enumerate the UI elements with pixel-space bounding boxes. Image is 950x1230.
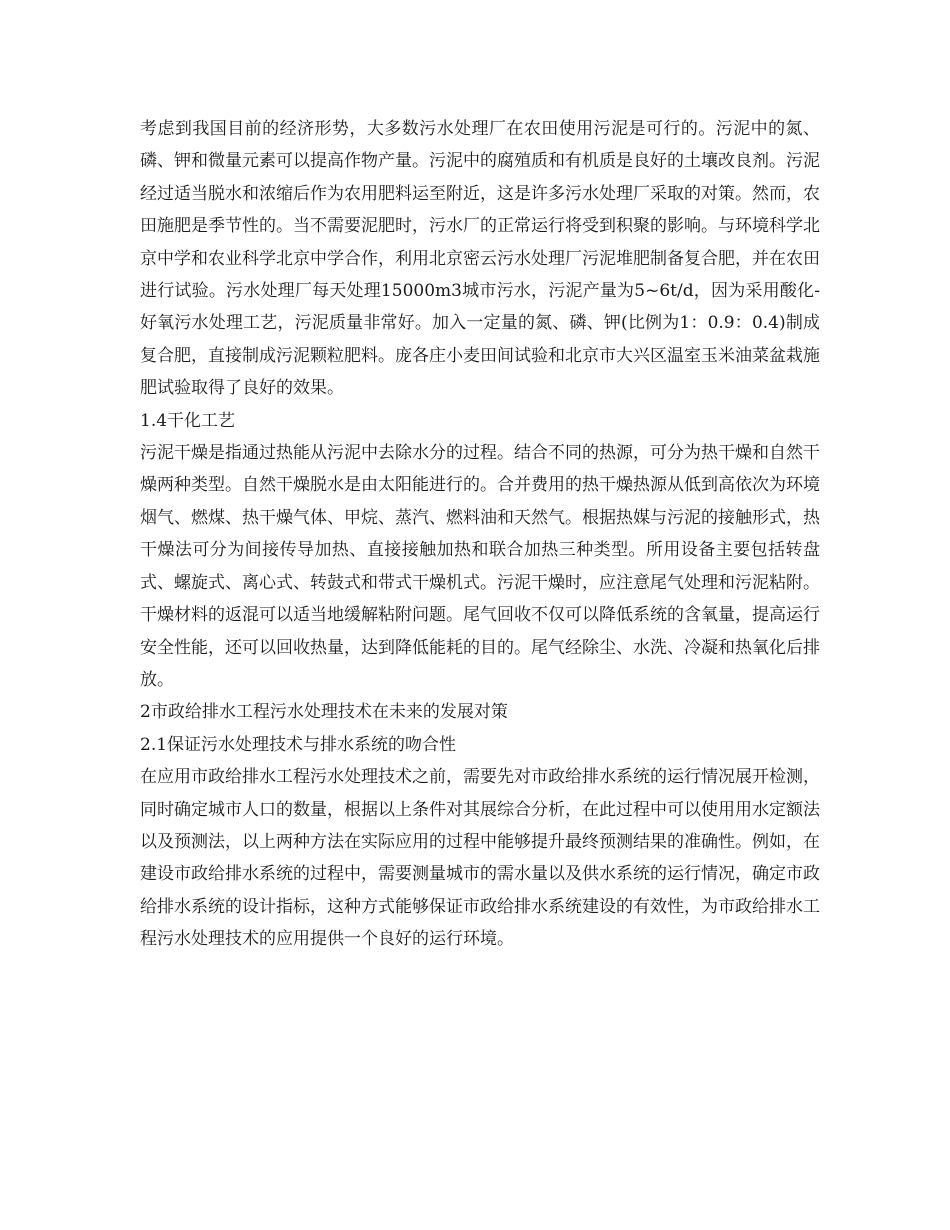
document-body [140,113,820,956]
section-heading-1-4: 1.4干化工艺 [140,410,236,431]
section-heading-2: 2市政给排水工程污水处理技术在未来的发展对策 [140,702,508,723]
paragraph-sludge-drying: 污泥干燥是指通过热能从污泥中去除水分的过程。结合不同的热源，可分为热干燥和自然干燥两种类型。自然干燥脱水是由太阳能进行的。合并费用的热干燥热源从低到高依次为环境烟气、燃煤、热干燥气体、甲烷、蒸汽、燃料油和天然气。根据热媒与污泥的接触形式，热干燥法可分为间接传导加热、直接接触加热和联合加热三种类型。所用设备主要包括转盘式、螺旋式、离心式、转鼓式和带式干燥机式。污泥干燥时，应注意尾气处理和污泥粘附。干燥材料的返混可以适当地缓解粘附问题。尾气回收不仅可以降低系统的含氧量，提高运行安全性能，还可以回收热量，达到降低能耗的目的。尾气经除尘、水洗、冷凝和热氧化后排放。 [140,443,820,690]
paragraph-system-compatibility: 在应用市政给排水工程污水处理技术之前，需要先对市政给排水系统的运行情况展开检测，同时确定城市人口的数量，根据以上条件对其展综合分析，在此过程中可以使用用水定额法以及预测法，以上两种方法在实际应用的过程中能够提升最终预测结果的准确性。例如，在建设市政给排水系统的过程中，需要测量城市的需水量以及供水系统的运行情况，确定市政给排水系统的设计指标，这种方式能够保证市政给排水系统建设的有效性，为市政给排水工程污水处理技术的应用提供一个良好的运行环境。 [140,767,820,950]
paragraph-sludge-agriculture: 考虑到我国目前的经济形势，大多数污水处理厂在农田使用污泥是可行的。污泥中的氮、磷、钾和微量元素可以提高作物产量。污泥中的腐殖质和有机质是良好的土壤改良剂。污泥经过适当脱水和浓缩后作为农用肥料运至附近，这是许多污水处理厂采取的对策。然而，农田施肥是季节性的。当不需要泥肥时，污水厂的正常运行将受到积聚的影响。与环境科学北京中学和农业科学北京中学合作，利用北京密云污水处理厂污泥堆肥制备复合肥，并在农田进行试验。污水处理厂每天处理15000m3城市污水，污泥产量为5~6t/d，因为采用酸化-好氧污水处理工艺，污泥质量非常好。加入一定量的氮、磷、钾(比例为1：0.9：0.4)制成复合肥，直接制成污泥颗粒肥料。庞各庄小麦田间试验和北京市大兴区温室玉米油菜盆栽施肥试验取得了良好的效果。 [140,119,820,399]
section-heading-2-1: 2.1保证污水处理技术与排水系统的吻合性 [140,734,457,755]
